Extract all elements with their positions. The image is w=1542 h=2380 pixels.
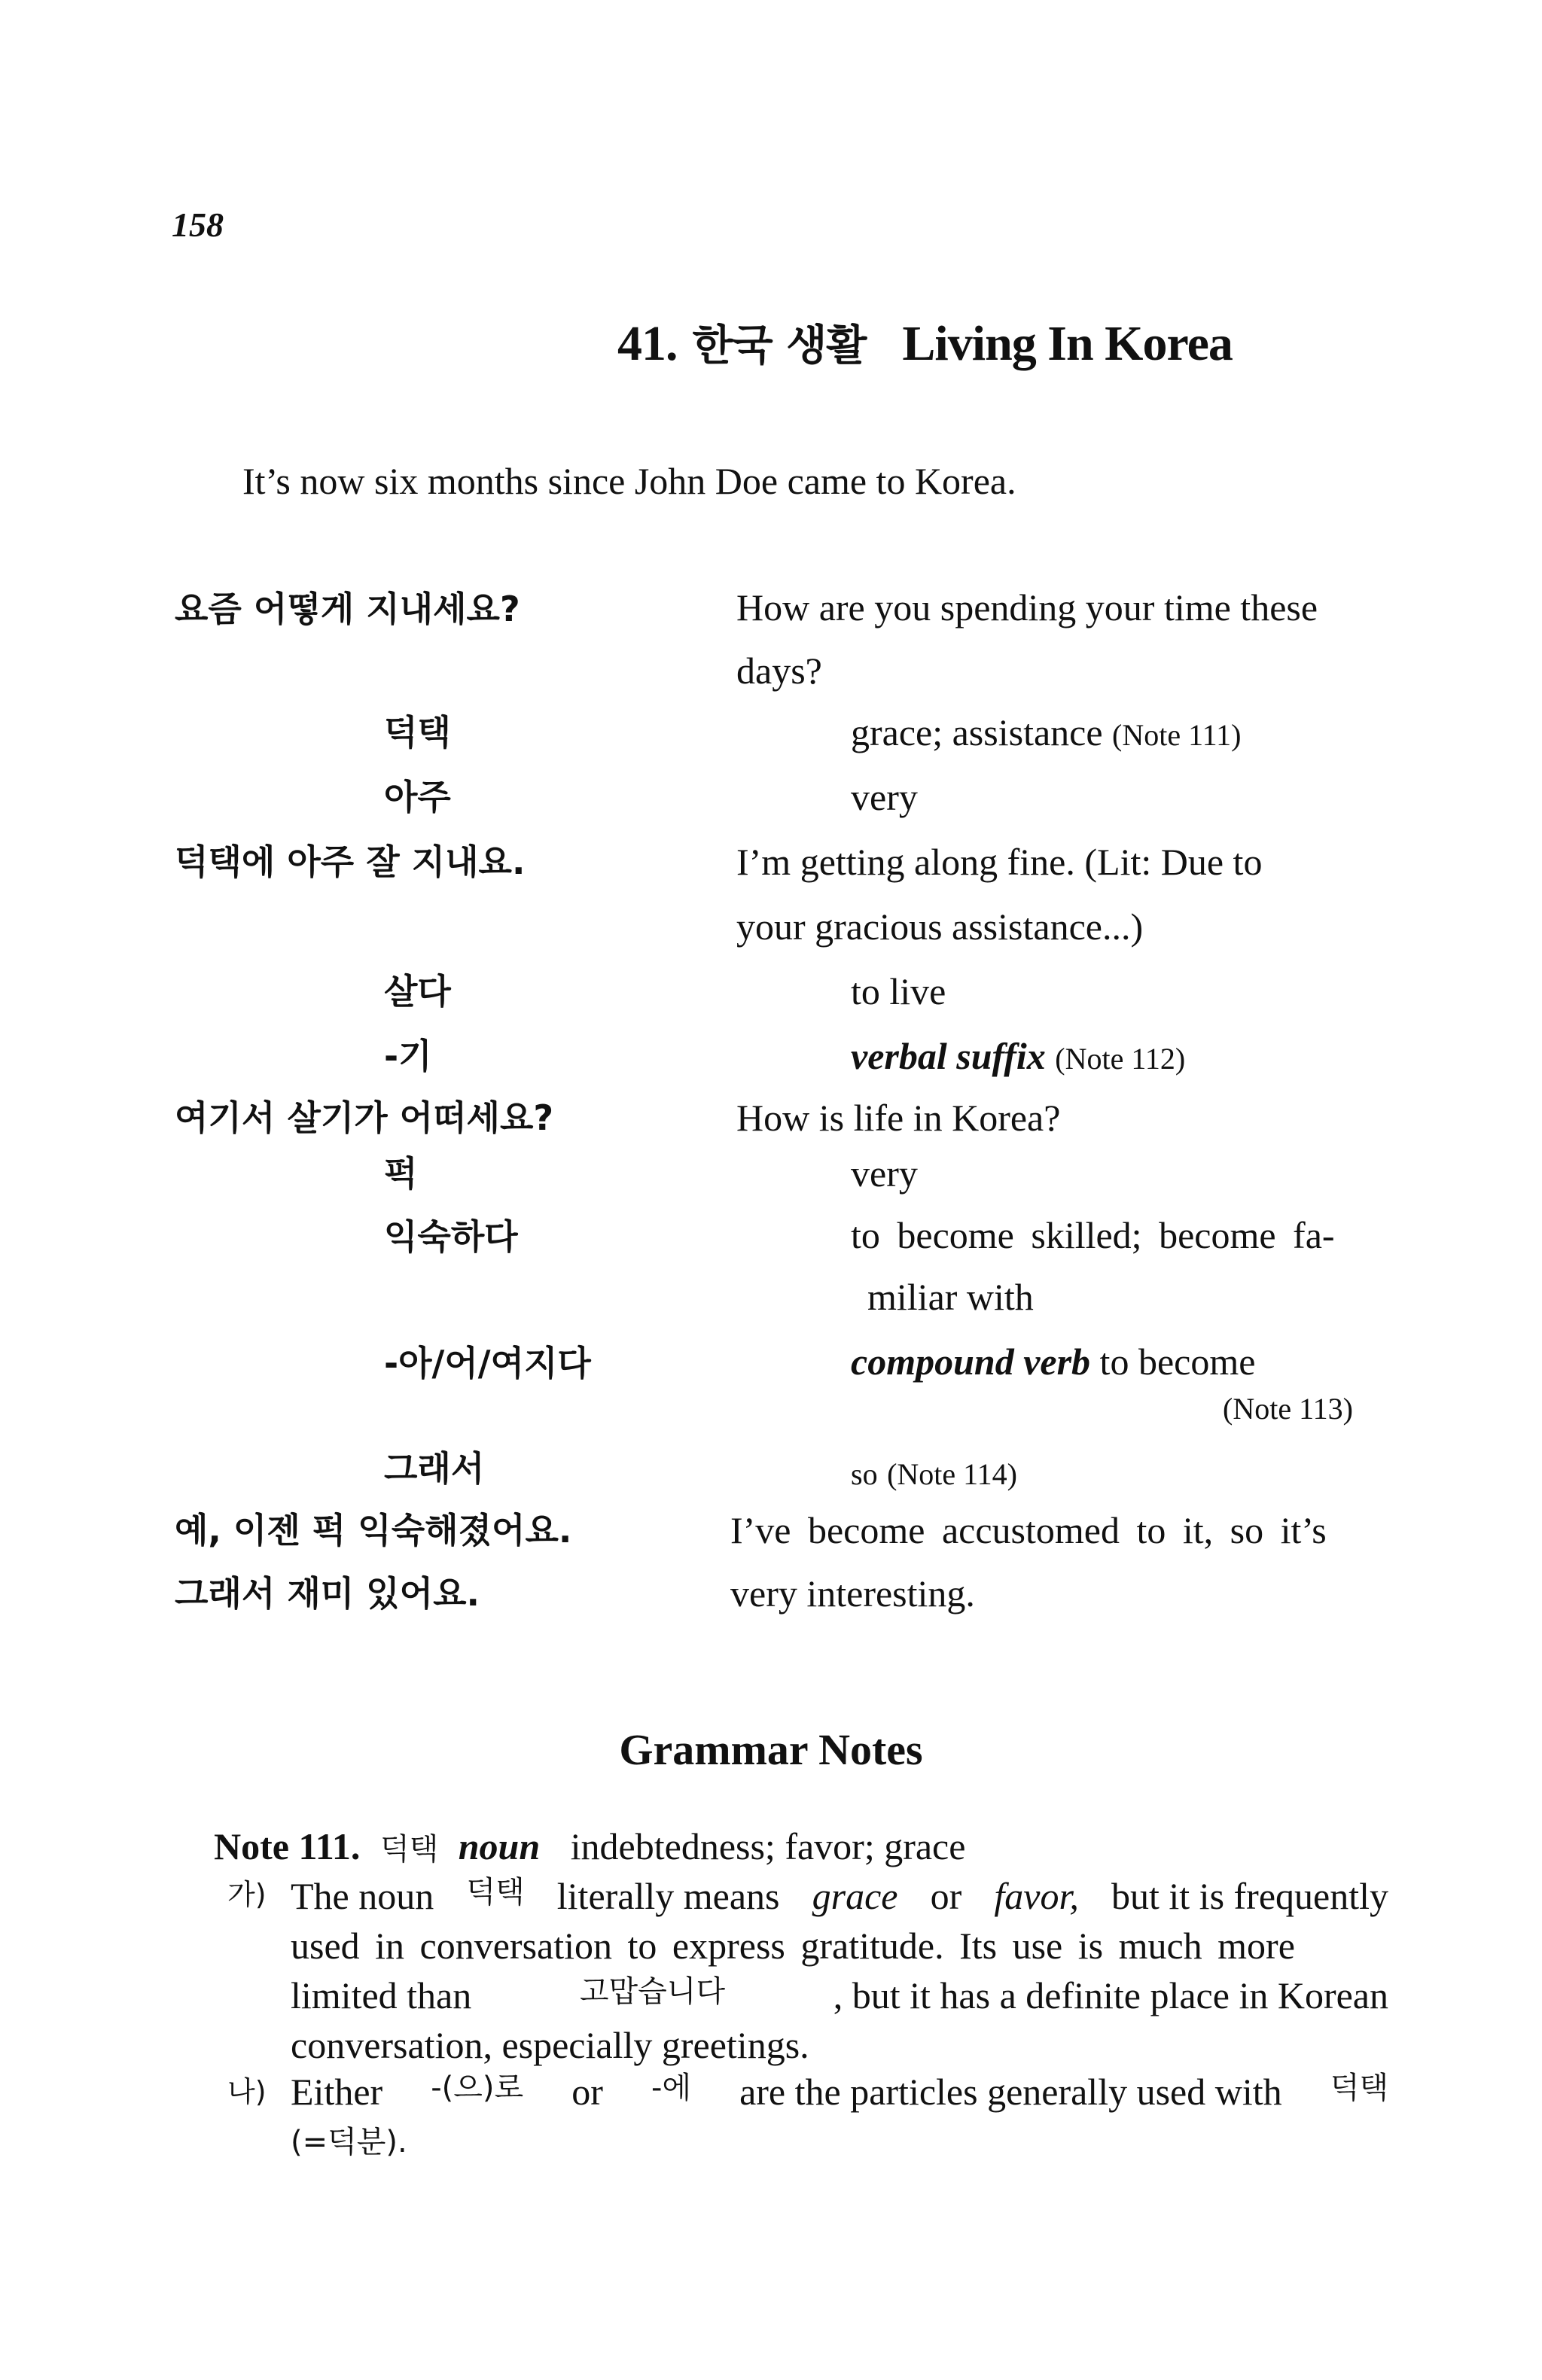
vocab-korean: -아/어/여지다 bbox=[384, 1343, 591, 1383]
vocab-korean: 살다 bbox=[384, 971, 451, 1012]
dialogue-english: I’m getting along fine. (Lit: Due to bbox=[736, 841, 1263, 883]
vocab-english-cont: miliar with bbox=[867, 1276, 1034, 1318]
dialogue-korean: 여기서 살기가 어떠세요? bbox=[175, 1097, 554, 1138]
note-label: Note 111. bbox=[214, 1825, 361, 1867]
lesson-number: 41. bbox=[617, 316, 678, 371]
item-marker: 가) bbox=[227, 1878, 267, 1911]
korean-term: 덕택 bbox=[1330, 2071, 1388, 2105]
lesson-title-korean: 한국 생활 bbox=[692, 321, 867, 370]
page-number: 158 bbox=[172, 205, 224, 244]
grammar-notes-heading: Grammar Notes bbox=[619, 1725, 923, 1774]
note-gloss: indebtedness; favor; grace bbox=[570, 1825, 966, 1867]
note-line: conversation, especially greetings. bbox=[291, 2024, 809, 2066]
text-run: are the particles generally used with bbox=[739, 2071, 1282, 2113]
korean-particle: -(으)로 bbox=[431, 2071, 524, 2105]
korean-particle: -에 bbox=[651, 2071, 692, 2105]
text-run: limited than bbox=[291, 1974, 472, 2016]
vocab-gloss: grace; assistance bbox=[851, 711, 1103, 753]
item-marker: 나) bbox=[227, 2075, 267, 2108]
vocab-korean: 익숙하다 bbox=[384, 1216, 518, 1257]
vocab-english: to live bbox=[851, 970, 946, 1012]
vocab-english: very bbox=[851, 1152, 918, 1195]
vocab-korean: -기 bbox=[384, 1036, 432, 1076]
dialogue-korean: 덕택에 아주 잘 지내요. bbox=[175, 842, 526, 882]
vocab-gloss: to become bbox=[1099, 1341, 1256, 1383]
lesson-title bbox=[617, 316, 1233, 371]
vocab-english: very bbox=[851, 776, 918, 818]
dialogue-english: I’ve become accustomed to it, so it’s bbox=[730, 1509, 1327, 1551]
note-reference: (Note 112) bbox=[1055, 1042, 1186, 1076]
note-line bbox=[291, 1974, 1388, 2016]
note-reference: (Note 113) bbox=[1223, 1392, 1353, 1426]
dialogue-korean-cont: 그래서 재미 있어요. bbox=[175, 1573, 480, 1614]
dialogue-english: How are you spending your time these bbox=[736, 586, 1318, 628]
vocab-english bbox=[851, 1037, 1185, 1075]
korean-term: 고맙습니다 bbox=[579, 1974, 726, 2009]
note-line bbox=[291, 1877, 1388, 1915]
vocab-english: to become skilled; become fa- bbox=[851, 1214, 1335, 1256]
note-part-of-speech: noun bbox=[458, 1825, 541, 1867]
vocab-english bbox=[851, 1453, 1017, 1490]
italic-term: favor, bbox=[994, 1875, 1079, 1917]
vocab-korean: 그래서 bbox=[384, 1448, 485, 1489]
note-line: used in conversation to express gratitude. Its use is much more bbox=[291, 1925, 1295, 1967]
text-run: , but it has a definite place in Korean bbox=[833, 1974, 1388, 2016]
vocab-gloss-italic: verbal suffix bbox=[851, 1035, 1046, 1077]
dialogue-english-cont: very interesting. bbox=[730, 1572, 975, 1615]
note-111-header bbox=[214, 1825, 966, 1867]
italic-term: grace bbox=[812, 1875, 898, 1917]
vocab-korean: 퍽 bbox=[384, 1153, 418, 1194]
note-reference: (Note 114) bbox=[887, 1457, 1017, 1491]
dialogue-english: How is life in Korea? bbox=[736, 1097, 1061, 1139]
note-reference: (Note 111) bbox=[1112, 718, 1242, 752]
vocab-english bbox=[851, 1341, 1256, 1383]
dialogue-korean: 요즘 어떻게 지내세요? bbox=[175, 589, 520, 629]
korean-term: 덕택 bbox=[466, 1875, 525, 1910]
dialogue-english-cont: days? bbox=[736, 650, 822, 692]
lesson-title-english: Living In Korea bbox=[902, 316, 1233, 371]
vocab-gloss-italic: compound verb bbox=[851, 1341, 1091, 1383]
text-run: or bbox=[930, 1875, 962, 1917]
vocab-english bbox=[851, 711, 1242, 753]
text-run: or bbox=[571, 2071, 603, 2113]
vocab-korean: 아주 bbox=[384, 777, 451, 817]
note-line bbox=[291, 2073, 1388, 2111]
dialogue-english-cont: your gracious assistance...) bbox=[736, 905, 1144, 948]
text-run: The noun bbox=[291, 1875, 434, 1917]
intro-text: It’s now six months since John Doe came to Korea. bbox=[242, 460, 1016, 502]
vocab-gloss: so bbox=[851, 1457, 878, 1491]
vocab-korean: 덕택 bbox=[384, 712, 451, 753]
text-run: Either bbox=[291, 2071, 383, 2113]
text-run: literally means bbox=[556, 1875, 780, 1917]
text-run: but it is frequently bbox=[1111, 1875, 1388, 1917]
dialogue-korean: 예, 이젠 퍽 익숙해졌어요. bbox=[175, 1510, 572, 1551]
note-korean-term: 덕택 bbox=[379, 1832, 439, 1867]
note-line: (=덕분). bbox=[291, 2125, 407, 2159]
